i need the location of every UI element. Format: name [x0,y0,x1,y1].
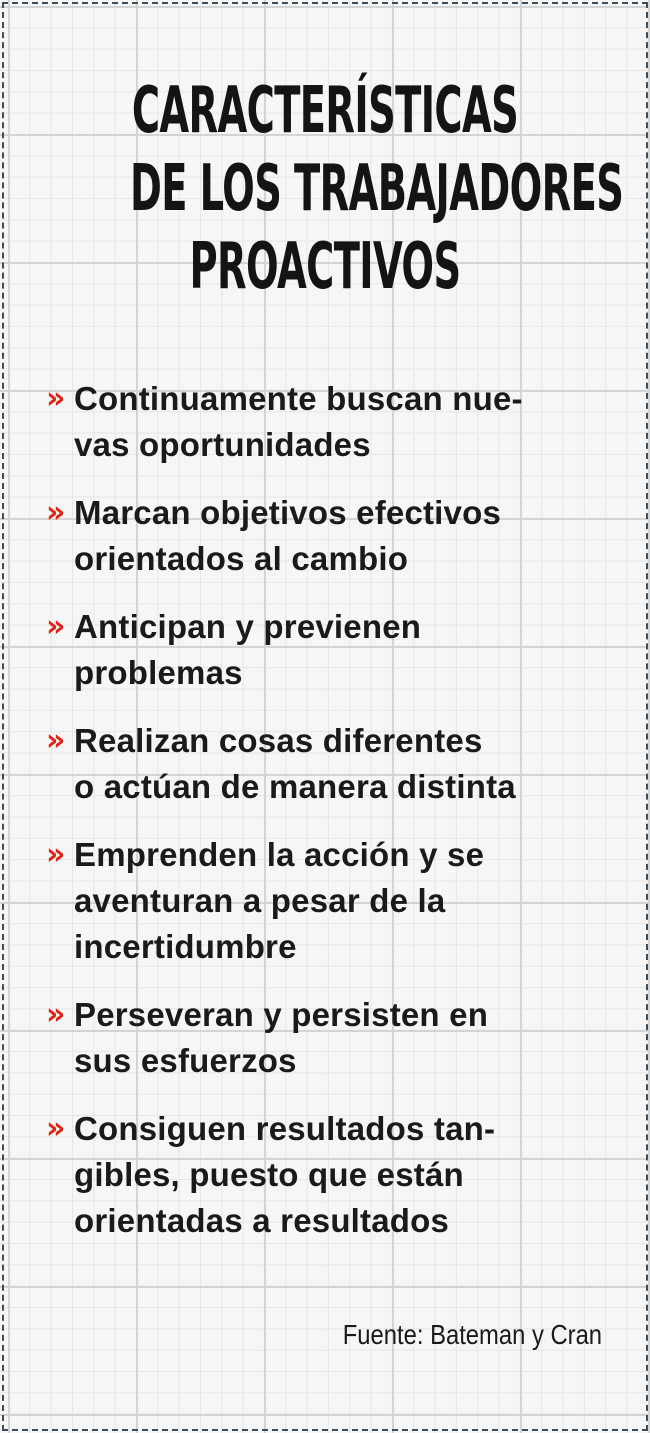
characteristics-list [46,376,606,1266]
list-item [46,604,606,696]
infographic-title [0,72,650,306]
chevron-bullet-icon: » [46,495,66,530]
list-item [46,490,606,582]
list-item-text: Continuamente buscan nue- vas oportunidades [74,380,523,463]
list-item-text: Realizan cosas diferentes o actúan de manera distinta [74,722,516,805]
list-item-text: Marcan objetivos efectivos orientados al cambio [74,494,502,577]
chevron-bullet-icon: » [46,723,66,758]
list-item-text: Emprenden la acción y se aventuran a pesar de la incertidumbre [74,836,485,965]
chevron-bullet-icon: » [46,609,66,644]
title-line-2: DE LOS TRABAJADORES [129,152,624,226]
source-credit: Fuente: Bateman y Cran [342,1319,602,1350]
title-line-3: PROACTIVOS [189,230,461,304]
list-item [46,1106,606,1244]
chevron-bullet-icon: » [46,381,66,416]
title-line-1: CARACTERÍSTICAS [131,74,519,148]
list-item-text: Perseveran y persisten en sus esfuerzos [74,996,489,1079]
list-item [46,376,606,468]
list-item [46,832,606,970]
chevron-bullet-icon: » [46,997,66,1032]
list-item [46,718,606,810]
chevron-bullet-icon: » [46,837,66,872]
list-item-text: Consiguen resultados tan- gibles, puesto que están orientadas a resultados [74,1110,496,1239]
list-item-text: Anticipan y previenen problemas [74,608,422,691]
chevron-bullet-icon: » [46,1111,66,1146]
list-item [46,992,606,1084]
